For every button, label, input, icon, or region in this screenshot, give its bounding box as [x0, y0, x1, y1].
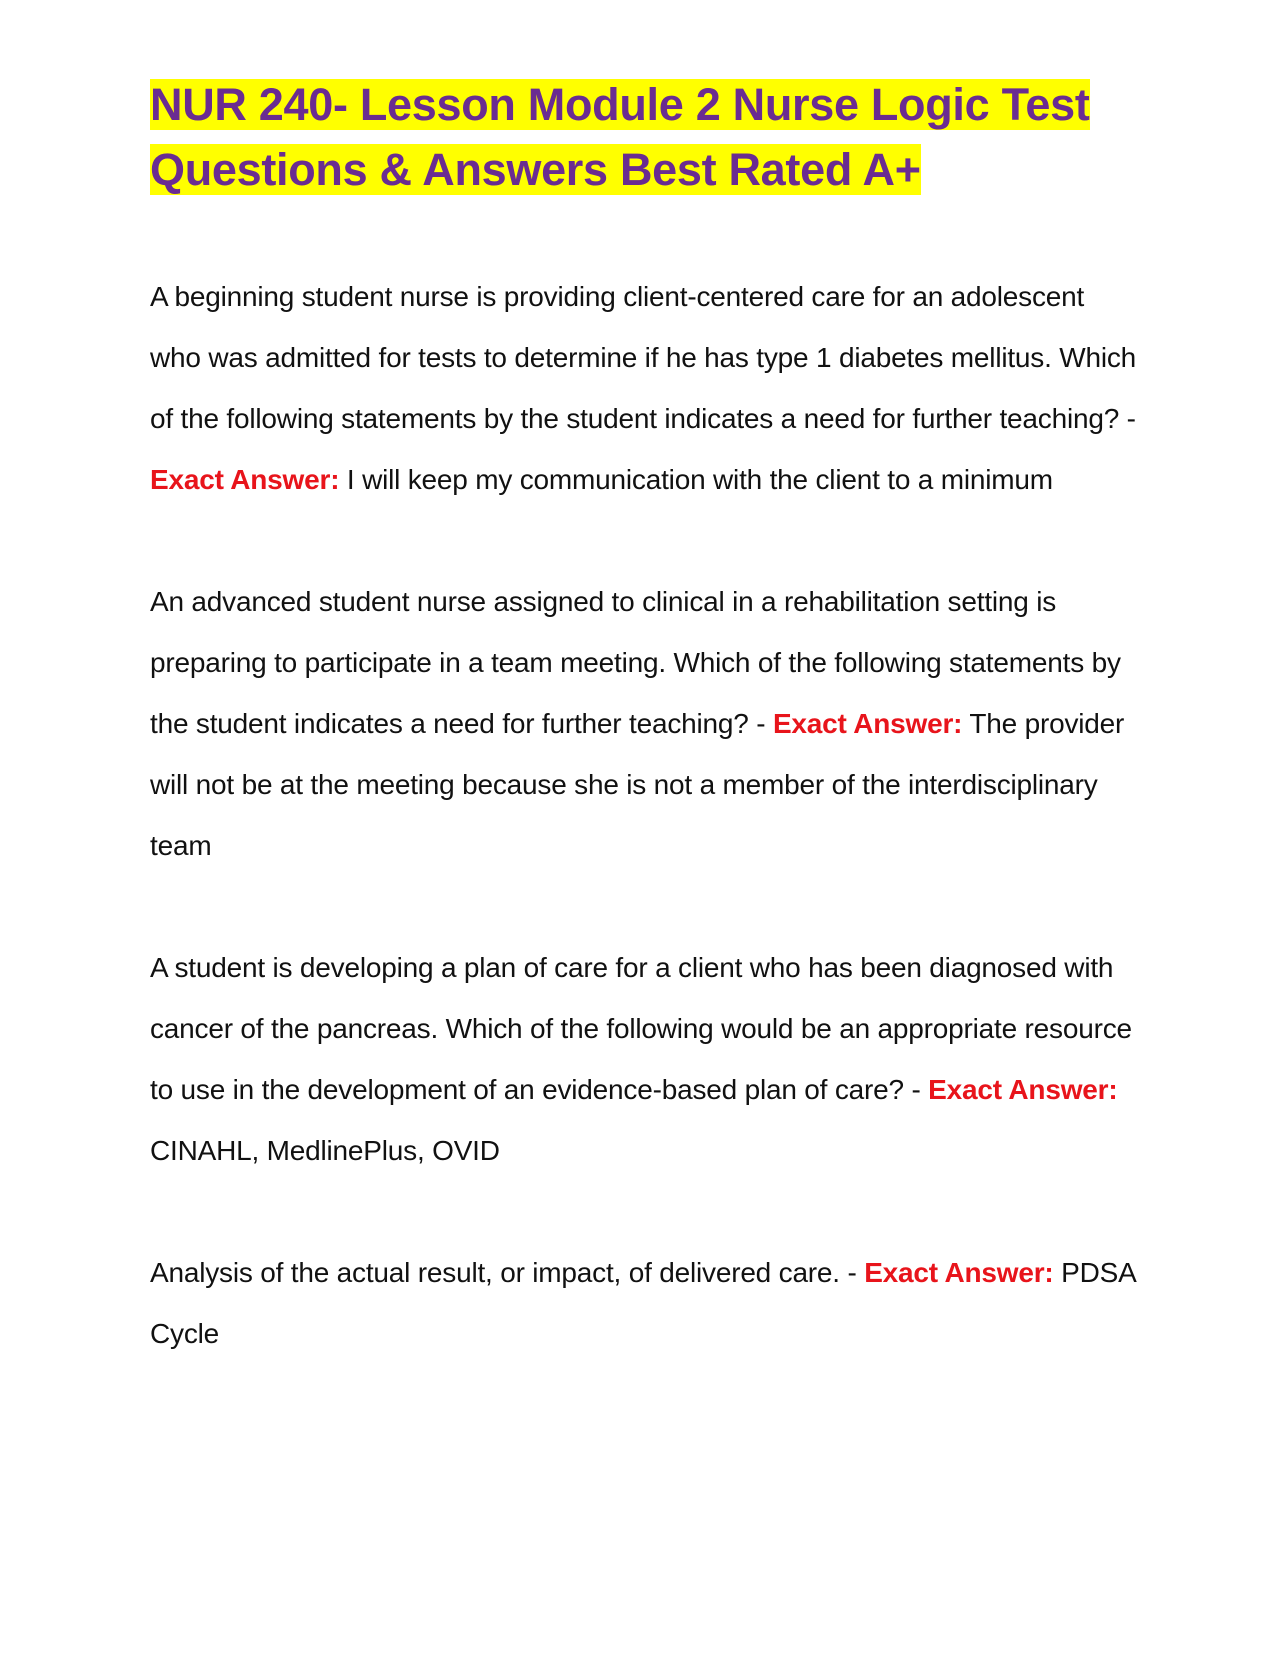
separator: - [748, 708, 773, 739]
qa-item [150, 1242, 1140, 1364]
qa-item [150, 571, 1140, 876]
title-highlight: NUR 240- Lesson Module 2 Nurse Logic Test Questions & Answers Best Rated A+ [150, 79, 1090, 195]
question-text: A beginning student nurse is providing client-centered care for an adolescent who was admitted for tests to determine if he has type 1 diabetes mellitus. Which of the following statements by the student indicates a need for further teaching? [150, 281, 1137, 434]
question-text: An advanced student nurse assigned to clinical in a rehabilitation setting is preparing to participate in a team meeting. Which of the following statements by the student indicates a need for further teaching? [150, 586, 1121, 739]
question-text: A student is developing a plan of care for a client who has been diagnosed with cancer of the pancreas. Which of the following would be an appropriate resource to use in the development of an evidence-based plan of care? [150, 952, 1132, 1105]
answer-text: PDSA Cycle [150, 1257, 1136, 1349]
qa-item [150, 266, 1140, 510]
question-text: Analysis of the actual result, or impact, of delivered care. [150, 1257, 840, 1288]
qa-list [150, 266, 1140, 1364]
answer-label: Exact Answer: [772, 708, 963, 739]
answer-text: I will keep my communication with the client to a minimum [346, 464, 1053, 495]
separator: - [1119, 403, 1136, 434]
document-title [150, 72, 1140, 202]
separator: - [903, 1074, 929, 1105]
answer-text: CINAHL, MedlinePlus, OVID [150, 1135, 500, 1166]
answer-label: Exact Answer: [150, 464, 340, 495]
document-page [150, 72, 1140, 1425]
answer-text: The provider will not be at the meeting because she is not a member of the interdisciplinary team [150, 708, 1125, 861]
separator: - [839, 1257, 865, 1288]
answer-label: Exact Answer: [864, 1257, 1054, 1288]
answer-label: Exact Answer: [928, 1074, 1118, 1105]
qa-item [150, 937, 1140, 1181]
